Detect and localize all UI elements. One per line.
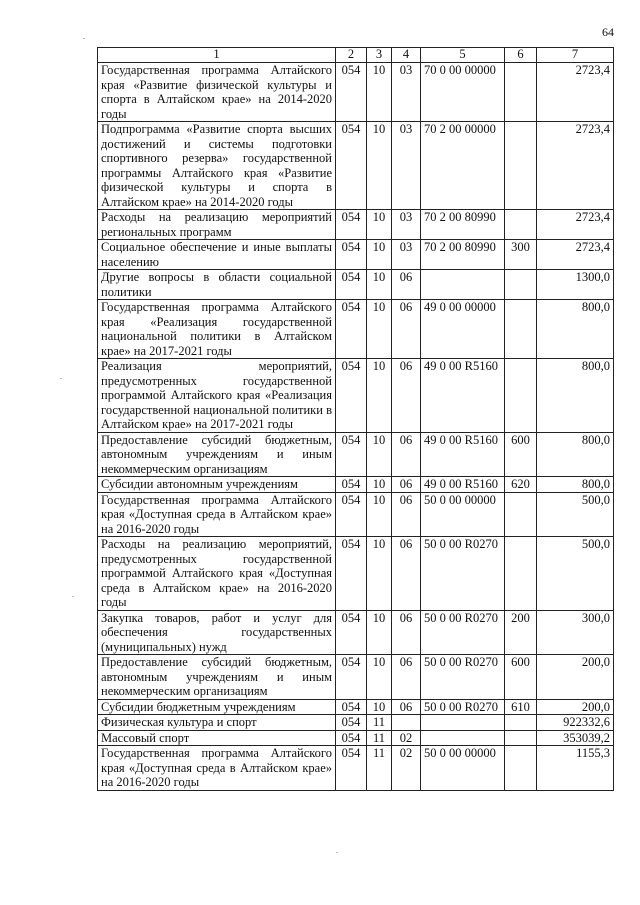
row-section: 10 (367, 122, 392, 210)
row-expense-type (505, 270, 537, 300)
row-amount: 800,0 (537, 477, 614, 493)
row-expense-type (505, 122, 537, 210)
row-amount: 300,0 (537, 610, 614, 655)
table-row (98, 432, 614, 477)
row-section: 10 (367, 63, 392, 122)
row-amount: 1155,3 (537, 746, 614, 791)
row-target-code: 50 0 00 00000 (421, 492, 505, 537)
row-subsection: 03 (392, 63, 421, 122)
row-subsection: 06 (392, 300, 421, 359)
row-amount: 1300,0 (537, 270, 614, 300)
row-ministry-code: 054 (336, 477, 367, 493)
row-expense-type: 600 (505, 655, 537, 700)
row-target-code (421, 270, 505, 300)
row-expense-type: 600 (505, 432, 537, 477)
page-number: 64 (602, 25, 614, 39)
row-amount: 2723,4 (537, 210, 614, 240)
row-target-code: 50 0 00 R0270 (421, 610, 505, 655)
row-subsection: 02 (392, 746, 421, 791)
row-expense-type (505, 300, 537, 359)
table-header-row (98, 48, 614, 63)
row-subsection (392, 715, 421, 731)
row-name: Субсидии бюджетным учреждениям (98, 699, 336, 715)
row-expense-type (505, 492, 537, 537)
row-ministry-code: 054 (336, 122, 367, 210)
row-amount: 800,0 (537, 359, 614, 433)
row-ministry-code: 054 (336, 432, 367, 477)
row-section: 10 (367, 537, 392, 611)
row-expense-type (505, 210, 537, 240)
row-name: Государственная программа Алтайского края «Доступная среда в Алтайском крае» на 2016-2020 годы (98, 492, 336, 537)
row-section: 11 (367, 730, 392, 746)
row-expense-type: 300 (505, 240, 537, 270)
row-expense-type (505, 537, 537, 611)
table-row (98, 270, 614, 300)
row-target-code: 70 2 00 80990 (421, 240, 505, 270)
row-target-code: 50 0 00 00000 (421, 746, 505, 791)
row-ministry-code: 054 (336, 492, 367, 537)
row-amount: 200,0 (537, 655, 614, 700)
row-section: 10 (367, 655, 392, 700)
row-expense-type: 200 (505, 610, 537, 655)
table-row (98, 210, 614, 240)
row-section: 11 (367, 715, 392, 731)
row-amount: 800,0 (537, 300, 614, 359)
row-section: 10 (367, 359, 392, 433)
row-name: Расходы на реализацию мероприятий региональных программ (98, 210, 336, 240)
row-subsection: 06 (392, 537, 421, 611)
row-subsection: 06 (392, 699, 421, 715)
row-amount: 922332,6 (537, 715, 614, 731)
table-row (98, 699, 614, 715)
row-ministry-code: 054 (336, 359, 367, 433)
row-name: Государственная программа Алтайского края «Развитие физической культуры и спорта в Алтайском крае» на 2014-2020 годы (98, 63, 336, 122)
row-ministry-code: 054 (336, 610, 367, 655)
row-subsection: 06 (392, 270, 421, 300)
row-section: 10 (367, 699, 392, 715)
row-target-code: 50 0 00 R0270 (421, 537, 505, 611)
row-target-code: 70 2 00 80990 (421, 210, 505, 240)
row-target-code (421, 715, 505, 731)
row-amount: 353039,2 (537, 730, 614, 746)
row-ministry-code: 054 (336, 63, 367, 122)
row-expense-type (505, 359, 537, 433)
row-section: 10 (367, 477, 392, 493)
row-name: Предоставление субсидий бюджетным, автономным учреждениям и иным некоммерческим организациям (98, 655, 336, 700)
row-subsection: 03 (392, 122, 421, 210)
row-amount: 2723,4 (537, 63, 614, 122)
column-header-6: 6 (505, 48, 537, 63)
row-subsection: 06 (392, 359, 421, 433)
row-ministry-code: 054 (336, 270, 367, 300)
row-expense-type: 610 (505, 699, 537, 715)
scan-speck (83, 38, 85, 39)
row-ministry-code: 054 (336, 746, 367, 791)
row-subsection: 02 (392, 730, 421, 746)
row-amount: 800,0 (537, 432, 614, 477)
row-ministry-code: 054 (336, 210, 367, 240)
row-amount: 200,0 (537, 699, 614, 715)
row-subsection: 06 (392, 655, 421, 700)
row-amount: 500,0 (537, 537, 614, 611)
row-target-code: 50 0 00 R0270 (421, 699, 505, 715)
table-row (98, 359, 614, 433)
scan-speck (72, 596, 74, 597)
row-name: Предоставление субсидий бюджетным, автономным учреждениям и иным некоммерческим организациям (98, 432, 336, 477)
row-ministry-code: 054 (336, 537, 367, 611)
row-expense-type: 620 (505, 477, 537, 493)
scan-speck (60, 378, 62, 379)
table-row (98, 240, 614, 270)
row-section: 10 (367, 300, 392, 359)
row-name: Субсидии автономным учреждениям (98, 477, 336, 493)
table-row (98, 300, 614, 359)
row-name: Подпрограмма «Развитие спорта высших достижений и системы подготовки спортивного резерва» государственной программы Алтайского края «Развитие физической культуры и спорта в Алтайском крае» на 2014-2020 годы (98, 122, 336, 210)
row-name: Другие вопросы в области социальной политики (98, 270, 336, 300)
row-expense-type (505, 63, 537, 122)
column-header-1: 1 (98, 48, 336, 63)
table-row (98, 610, 614, 655)
row-section: 10 (367, 610, 392, 655)
table-row (98, 746, 614, 791)
table-row (98, 477, 614, 493)
row-expense-type (505, 730, 537, 746)
row-section: 10 (367, 240, 392, 270)
budget-table (97, 47, 614, 791)
row-name: Социальное обеспечение и иные выплаты населению (98, 240, 336, 270)
row-name: Закупка товаров, работ и услуг для обеспечения государственных (муниципальных) нужд (98, 610, 336, 655)
row-target-code: 50 0 00 R0270 (421, 655, 505, 700)
row-subsection: 03 (392, 210, 421, 240)
row-target-code (421, 730, 505, 746)
row-name: Реализация мероприятий, предусмотренных государственной программой Алтайского края «Реализация государственной национальной политики в Алтайском крае» на 2017-2021 годы (98, 359, 336, 433)
column-header-4: 4 (392, 48, 421, 63)
column-header-7: 7 (537, 48, 614, 63)
row-section: 10 (367, 270, 392, 300)
row-ministry-code: 054 (336, 730, 367, 746)
column-header-3: 3 (367, 48, 392, 63)
row-subsection: 06 (392, 432, 421, 477)
row-expense-type (505, 746, 537, 791)
row-section: 10 (367, 432, 392, 477)
scan-speck (336, 852, 338, 853)
row-ministry-code: 054 (336, 715, 367, 731)
column-header-2: 2 (336, 48, 367, 63)
row-target-code: 49 0 00 R5160 (421, 359, 505, 433)
row-name: Государственная программа Алтайского края «Реализация государственной национальной политики в Алтайском крае» на 2017-2021 годы (98, 300, 336, 359)
row-amount: 2723,4 (537, 122, 614, 210)
row-amount: 2723,4 (537, 240, 614, 270)
table-row (98, 63, 614, 122)
table-row (98, 715, 614, 731)
row-name: Массовый спорт (98, 730, 336, 746)
column-header-5: 5 (421, 48, 505, 63)
row-ministry-code: 054 (336, 699, 367, 715)
row-name: Государственная программа Алтайского края «Доступная среда в Алтайском крае» на 2016-2020 годы (98, 746, 336, 791)
row-ministry-code: 054 (336, 655, 367, 700)
row-target-code: 49 0 00 R5160 (421, 477, 505, 493)
row-section: 10 (367, 492, 392, 537)
row-target-code: 49 0 00 00000 (421, 300, 505, 359)
row-target-code: 70 2 00 00000 (421, 122, 505, 210)
row-subsection: 06 (392, 610, 421, 655)
row-section: 11 (367, 746, 392, 791)
row-subsection: 06 (392, 477, 421, 493)
row-subsection: 06 (392, 492, 421, 537)
row-amount: 500,0 (537, 492, 614, 537)
table-row (98, 655, 614, 700)
row-target-code: 70 0 00 00000 (421, 63, 505, 122)
row-section: 10 (367, 210, 392, 240)
row-name: Физическая культура и спорт (98, 715, 336, 731)
row-target-code: 49 0 00 R5160 (421, 432, 505, 477)
table-row (98, 730, 614, 746)
row-ministry-code: 054 (336, 240, 367, 270)
table-row (98, 122, 614, 210)
table-row (98, 492, 614, 537)
row-expense-type (505, 715, 537, 731)
row-name: Расходы на реализацию мероприятий, предусмотренных государственной программой Алтайского края «Доступная среда в Алтайском крае» на 2016-2020 годы (98, 537, 336, 611)
table-row (98, 537, 614, 611)
row-subsection: 03 (392, 240, 421, 270)
row-ministry-code: 054 (336, 300, 367, 359)
